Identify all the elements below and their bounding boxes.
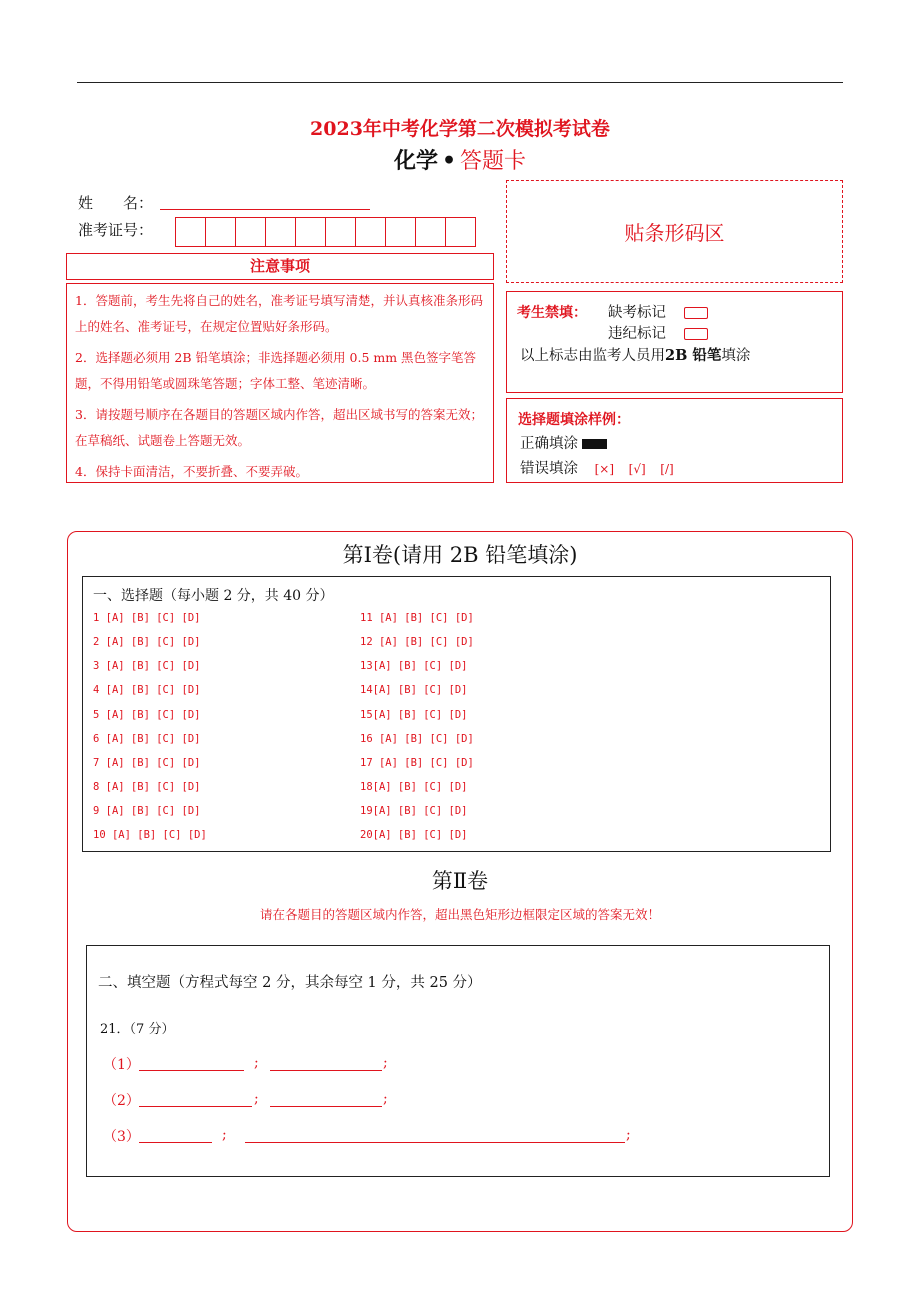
mc-question[interactable]: 18[A] [B] [C] [D] [360,781,468,793]
mc-question[interactable]: 20[A] [B] [C] [D] [360,829,468,841]
name-field[interactable] [160,209,370,210]
separator: ; [222,1127,227,1143]
wrong-row [520,457,674,478]
id-digit-box[interactable] [206,218,236,246]
note-bold: 2B 铅笔 [665,347,722,364]
separator: ; [254,1055,259,1071]
top-rule [77,82,843,83]
mc-question[interactable]: 8 [A] [B] [C] [D] [93,781,201,793]
absent-label: 缺考标记 [608,305,666,321]
blank-1a[interactable] [139,1070,244,1071]
notice-heading: 注意事项 [66,253,494,280]
part-3-label: （3） [103,1129,140,1145]
violation-label: 违纪标记 [608,326,666,342]
mc-question[interactable]: 3 [A] [B] [C] [D] [93,660,201,672]
id-digit-box[interactable] [296,218,326,246]
mc-question[interactable]: 11 [A] [B] [C] [D] [360,612,474,624]
id-digit-box[interactable] [176,218,206,246]
notice-item: 3．请按题号顺序在各题目的答题区域内作答，超出区域书写的答案无效；在草稿纸、试题卷上答题无效。 [75,407,483,448]
wrong-mark: [/] [660,462,674,476]
notice-item: 4．保持卡面清洁，不要折叠、不要弄破。 [75,464,308,479]
notice-item: 1．答题前，考生先将自己的姓名，准考证号填写清楚，并认真核准条形码上的姓名、准考证号，在规定位置贴好条形码。 [75,293,483,334]
mc-question[interactable]: 17 [A] [B] [C] [D] [360,757,474,769]
blank-1b[interactable] [270,1070,382,1071]
exam-id-boxes[interactable] [175,217,476,247]
barcode-area [506,180,843,283]
barcode-label: 贴条形码区 [624,221,725,245]
id-digit-box[interactable] [356,218,386,246]
mc-question[interactable]: 15[A] [B] [C] [D] [360,709,468,721]
separator: ; [383,1091,388,1107]
volume2-title: 第Ⅱ卷 [431,869,489,893]
mc-question[interactable]: 2 [A] [B] [C] [D] [93,636,201,648]
absent-mark-box[interactable] [684,307,708,319]
id-digit-box[interactable] [266,218,296,246]
mc-question[interactable]: 16 [A] [B] [C] [D] [360,733,474,745]
mc-question[interactable]: 5 [A] [B] [C] [D] [93,709,201,721]
answer-warning: 请在各题目的答题区域内作答，超出黑色矩形边框限定区域的答案无效！ [259,907,660,922]
id-label: 准考证号： [78,221,154,239]
id-digit-box[interactable] [386,218,416,246]
note-suffix: 填涂 [721,348,751,364]
mc-question[interactable]: 10 [A] [B] [C] [D] [93,829,207,841]
example-heading: 选择题填涂样例： [518,412,630,428]
blank-3a[interactable] [139,1142,212,1143]
note-prefix: 以上标志由监考人员用 [520,348,665,364]
separator: ; [383,1055,388,1071]
correct-row [520,432,607,453]
exam-title: 2023年中考化学第二次模拟考试卷 [310,118,610,140]
mc-question[interactable]: 6 [A] [B] [C] [D] [93,733,201,745]
id-digit-box[interactable] [446,218,475,246]
forbidden-label: 考生禁填： [517,305,587,321]
mc-question[interactable]: 9 [A] [B] [C] [D] [93,805,201,817]
subtitle-dot: • [441,148,457,174]
mc-question[interactable]: 13[A] [B] [C] [D] [360,660,468,672]
card-subtitle [0,144,920,175]
id-digit-box[interactable] [236,218,266,246]
question-21-label: 21．（7 分） [100,1022,175,1037]
mc-question[interactable]: 1 [A] [B] [C] [D] [93,612,201,624]
name-label: 姓 名： [78,194,154,212]
separator: ; [254,1091,259,1107]
id-digit-box[interactable] [326,218,356,246]
notice-item: 2．选择题必须用 2B 铅笔填涂；非选择题必须用 0.5 mm 黑色签字笔答题，不得用铅笔或圆珠笔答题；字体工整、笔迹清晰。 [75,350,477,391]
blank-2a[interactable] [139,1106,252,1107]
mc-question[interactable]: 14[A] [B] [C] [D] [360,684,468,696]
mc-question[interactable]: 7 [A] [B] [C] [D] [93,757,201,769]
wrong-mark: [√] [628,462,646,476]
violation-row [608,322,708,343]
blank-2b[interactable] [270,1106,382,1107]
blank-3b[interactable] [245,1142,625,1143]
subject-label: 化学 [393,148,438,174]
mc-question[interactable]: 4 [A] [B] [C] [D] [93,684,201,696]
separator: ; [626,1127,631,1143]
fill-example-box [506,398,843,483]
mc-section-heading: 一、选择题（每小题 2 分，共 40 分） [93,588,334,604]
filled-mark [582,439,607,449]
notice-box [66,283,494,483]
volume1-title: 第Ⅰ卷(请用 2B 铅笔填涂) [342,543,578,567]
id-digit-box[interactable] [416,218,446,246]
part-1-label: （1） [103,1057,140,1073]
violation-mark-box[interactable] [684,328,708,340]
mc-question[interactable]: 19[A] [B] [C] [D] [360,805,468,817]
fill-section-heading: 二、填空题（方程式每空 2 分，其余每空 1 分，共 25 分） [98,975,482,991]
card-label: 答题卡 [460,149,527,174]
part-2-label: （2） [103,1093,140,1109]
absent-row [608,301,708,322]
mc-question[interactable]: 12 [A] [B] [C] [D] [360,636,474,648]
wrong-label: 错误填涂 [520,461,578,477]
examiner-only-box [506,291,843,393]
correct-label: 正确填涂 [520,436,578,452]
wrong-mark: [×] [594,462,615,476]
examiner-note [520,344,750,365]
